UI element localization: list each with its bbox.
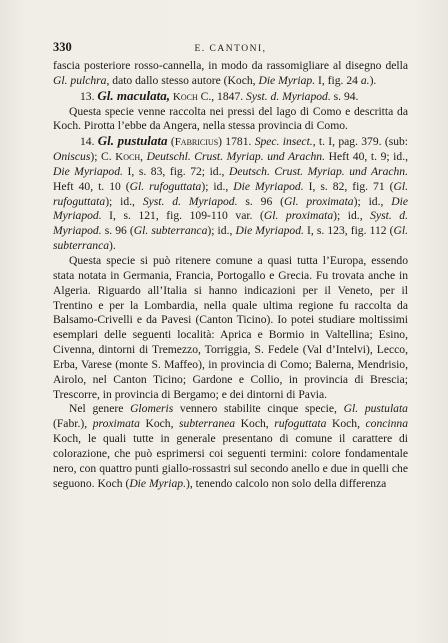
species-heading bbox=[53, 89, 408, 105]
text-run: Koch, le quali tutte in generale presentano di comune il carattere di colorazione, che può esprimersi coi seguenti termini: colore fondamentale nero, con quattro punti giallo-rossastri sul secondo anello e due in quelli che seguono. Koch ( bbox=[53, 432, 408, 490]
text-run: Koch, bbox=[139, 417, 180, 431]
text-run: Questa specie venne raccolta nei pressi del lago di Como e descritta da Koch. Pirotta l’ebbe da Angera, nella stessa provincia di Como. bbox=[53, 104, 408, 133]
author-smallcaps: Fabricius bbox=[174, 136, 219, 149]
italic-run: Gl. proximata bbox=[263, 209, 334, 223]
body-text bbox=[53, 59, 408, 491]
italic-run: Deutschl. Crust. Myriap. und Arachn. bbox=[146, 150, 325, 164]
text-run: Koch, bbox=[326, 417, 366, 431]
text-run: I, s. 123, fig. 112 ( bbox=[303, 224, 394, 238]
text-run: Questa specie si può ritenere comune a quasi tutta l’Europa, essendo stata notata in Germania, Francia, Portogallo e Grecia. Fu trovata anche in Algeria. Riguardo all’Italia si hanno indicazioni per il Veneto, per il Trentino e per la Lombardia, nella quale ultima regione fu raccolta da Balsamo-Crivelli e da Pavesi (Canton Ticino). Io potei studiare moltissimi esemplari delle seguenti località: Aprica e Bormio in Valtellina; Esino, Civenna, dintorni di Tremezzo, Torriggia, S. Fedele (Val d’Intelvi), Lecco, Erba, Varese (monte S. Maffeo), in provincia di Como; Balerna, Mendrisio, Airolo, nel Canton Ticino; Gardone e Collio, in provincia di Brescia; Trescorre, in provincia di Bergamo; e dei dintorni di Pavia. bbox=[53, 253, 408, 401]
text-run: ); id., bbox=[207, 224, 236, 238]
text-run: I, s. 83, fig. 72; id., bbox=[122, 164, 229, 178]
text-run: 13. bbox=[80, 89, 98, 103]
italic-run: Die Myriap. bbox=[129, 476, 186, 490]
text-run: , dato dallo stesso autore (Koch, bbox=[106, 73, 259, 87]
italic-run: Deutsch. Crust. Myriap. und Arachn. bbox=[228, 164, 409, 178]
italic-run: Syst. d. Myriapod. bbox=[142, 194, 238, 208]
author-smallcaps: Koch bbox=[115, 151, 141, 164]
text-run: ); id., bbox=[333, 209, 371, 223]
italic-run: Gl. rufoguttata bbox=[53, 179, 409, 208]
italic-run: Gl. subterranca bbox=[53, 224, 409, 253]
italic-run: Gl. pulchra bbox=[53, 73, 107, 87]
italic-run: Spec. insect. bbox=[254, 135, 313, 149]
text-run: s. 96 ( bbox=[237, 194, 284, 208]
italic-run: Die Myriapod. bbox=[53, 164, 123, 178]
text-run: I, s. 121, fig. 109-110 var. ( bbox=[101, 209, 264, 223]
text-run: ); id., bbox=[353, 194, 392, 208]
text-run: C., 1847. bbox=[197, 89, 247, 103]
italic-run: Syst. d. Myriapod. bbox=[53, 209, 408, 238]
paragraph bbox=[53, 254, 408, 402]
paragraph bbox=[53, 59, 408, 89]
text-run: ), tenendo calcolo non solo della differenza bbox=[185, 476, 387, 490]
text-run: ). bbox=[369, 73, 377, 87]
italic-run: Gl. rufoguttata bbox=[129, 179, 202, 193]
italic-run: Gl. proximata bbox=[284, 194, 354, 208]
italic-run: Die Myriap. bbox=[258, 73, 316, 87]
text-run: fascia posteriore rosso-cannella, in modo da rassomigliare al disegno della bbox=[53, 59, 408, 72]
italic-run: subterranea bbox=[179, 417, 236, 431]
italic-run: Syst. d. Myriapod. bbox=[246, 89, 331, 103]
text-run: Nel genere bbox=[69, 402, 131, 416]
text-run: , bbox=[140, 150, 147, 164]
paragraph bbox=[53, 105, 408, 135]
text-run: I, s. 82, fig. 71 ( bbox=[303, 179, 394, 193]
species-name: Gl. pustulata bbox=[97, 133, 168, 149]
italic-run: Die Myriapod. bbox=[233, 179, 304, 193]
author-smallcaps: Koch bbox=[172, 90, 198, 103]
text-run: I, fig. 24 bbox=[315, 73, 361, 87]
species-heading bbox=[53, 134, 408, 254]
italic-run: Gl. subterranca bbox=[133, 224, 208, 238]
italic-run: Oniscus bbox=[53, 150, 91, 164]
text-run: ); id., bbox=[201, 179, 234, 193]
text-run: vennero stabilite cinque specie, bbox=[173, 402, 344, 416]
italic-run: Gl. pustulata bbox=[343, 402, 408, 416]
text-run: ); id., bbox=[105, 194, 143, 208]
text-run: Koch, bbox=[235, 417, 275, 431]
text-run: ). bbox=[109, 239, 116, 253]
page-header bbox=[53, 40, 408, 56]
text-run: ( bbox=[167, 135, 175, 149]
text-run: (Fabr.), bbox=[53, 417, 93, 431]
paragraph bbox=[53, 402, 408, 491]
text-run: Heft 40, t. 10 ( bbox=[53, 179, 130, 193]
species-name: Gl. maculata, bbox=[97, 87, 170, 103]
text-run: , t. I, pag. 379. (sub: bbox=[312, 135, 409, 149]
text-run: ); C. bbox=[90, 150, 116, 164]
italic-run: concinna bbox=[365, 417, 409, 431]
text-run: Heft 40, t. 9; id., bbox=[325, 150, 409, 164]
italic-run: Glomeris bbox=[130, 402, 174, 416]
page-number: 330 bbox=[53, 40, 72, 54]
italic-run: rufoguttata bbox=[274, 417, 327, 431]
italic-run: Die Myriapod. bbox=[53, 194, 409, 223]
text-run: s. 96 ( bbox=[101, 224, 134, 238]
text-run: s. 94. bbox=[330, 89, 359, 103]
italic-run: proximata bbox=[92, 417, 140, 431]
italic-run: Die Myriapod. bbox=[235, 224, 304, 238]
running-head: E. CANTONI, bbox=[194, 44, 267, 54]
text-run: 14. bbox=[80, 135, 98, 149]
text-run: ) 1781. bbox=[218, 135, 255, 149]
italic-run: a. bbox=[360, 73, 370, 87]
